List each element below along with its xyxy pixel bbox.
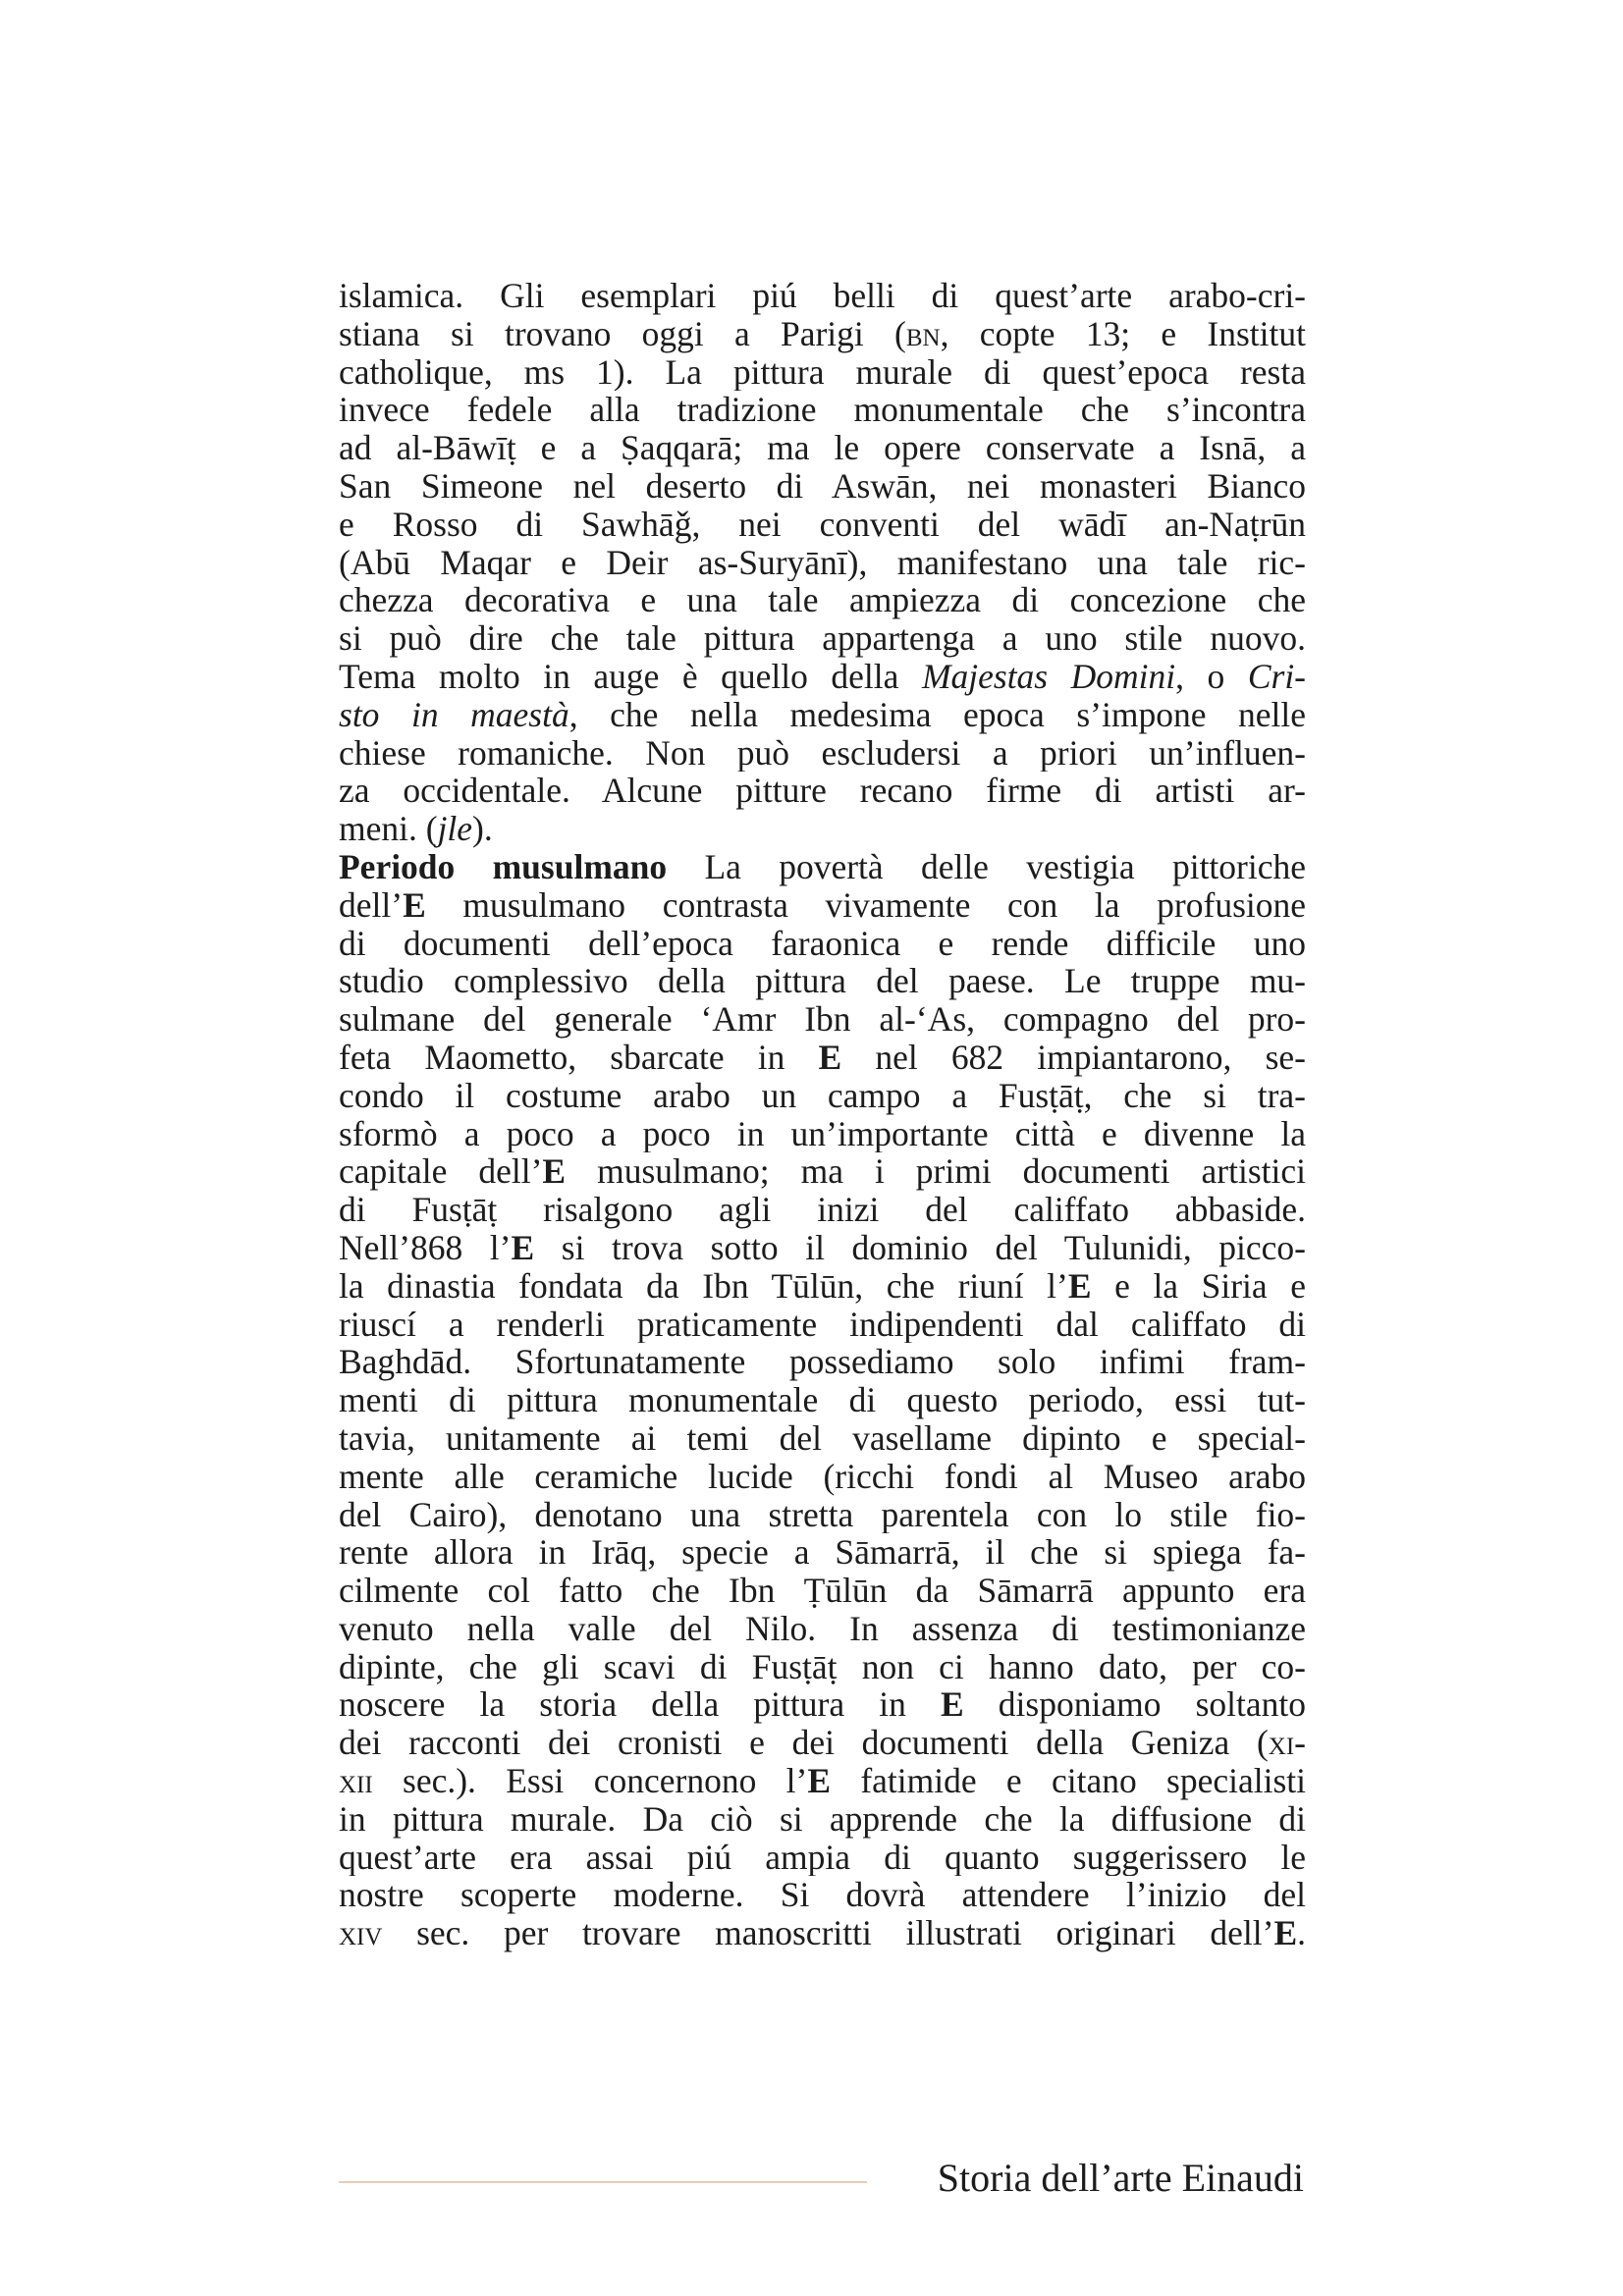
text-line: Tema molto in auge è quello della Majestas Domini, o Cri- (339, 657, 1306, 696)
text-line: San Simeone nel deserto di Aswān, nei monasteri Bianco (339, 466, 1306, 506)
text-line: di Fusṭāṭ risalgono agli inizi del califfato abbaside. (339, 1191, 1306, 1229)
text-line: dipinte, che gli scavi di Fusṭāṭ non ci hanno dato, per co- (339, 1647, 1306, 1686)
text-line: dell’E musulmano contrasta vivamente con la profusione (339, 885, 1306, 925)
text-line: riuscí a renderli praticamente indipendenti dal califfato di (339, 1305, 1306, 1344)
text-line: capitale dell’E musulmano; ma i primi documenti artistici (339, 1152, 1306, 1192)
text-line: feta Maometto, sbarcate in E nel 682 impiantarono, se- (339, 1038, 1306, 1077)
text-line: dei racconti dei cronisti e dei documenti della Geniza (xi- (339, 1724, 1306, 1763)
text-line: la dinastia fondata da Ibn Tūlūn, che riuní l’E e la Siria e (339, 1266, 1306, 1306)
text-line: sto in maestà, che nella medesima epoca s’impone nelle (339, 695, 1306, 734)
text-line: xiv sec. per trovare manoscritti illustrati originari dell’E. (339, 1914, 1306, 1953)
text-line: venuto nella valle del Nilo. In assenza di testimonianze (339, 1609, 1306, 1648)
text-line: in pittura murale. Da ciò si apprende che la diffusione di (339, 1799, 1306, 1839)
text-line: sulmane del generale ‘Amr Ibn al-‘As, compagno del pro- (339, 1000, 1306, 1039)
text-line: za occidentale. Alcune pitture recano firme di artisti ar- (339, 772, 1306, 811)
text-line: xii sec.). Essi concernono l’E fatimide e citano specialisti (339, 1762, 1306, 1800)
text-line: chiese romaniche. Non può escludersi a priori un’influen- (339, 733, 1306, 773)
text-line: quest’arte era assai piú ampia di quanto suggerissero le (339, 1838, 1306, 1877)
text-line: condo il costume arabo un campo a Fusṭāṭ, che si tra- (339, 1076, 1306, 1115)
text-line: stiana si trovano oggi a Parigi (bn, copte 13; e Institut (339, 314, 1306, 353)
text-line: invece fedele alla tradizione monumentale che s’incontra (339, 391, 1306, 430)
text-line: Periodo musulmano La povertà delle vestigia pittoriche (339, 847, 1306, 886)
text-line: tavia, unitamente ai temi del vasellame dipinto e special- (339, 1418, 1306, 1458)
text-line: (Abū Maqar e Deir as-Suryānī), manifestano una tale ric- (339, 543, 1306, 582)
text-line: di documenti dell’epoca faraonica e rende difficile uno (339, 924, 1306, 963)
text-line: del Cairo), denotano una stretta parentela con lo stile fio- (339, 1495, 1306, 1534)
text-line: chezza decorativa e una tale ampiezza di concezione che (339, 581, 1306, 620)
text-line: menti di pittura monumentale di questo periodo, essi tut- (339, 1381, 1306, 1419)
text-line: nostre scoperte moderne. Si dovrà attendere l’inizio del (339, 1876, 1306, 1915)
text-line: islamica. Gli esemplari piú belli di quest’arte arabo-cri- (339, 277, 1306, 315)
text-line: cilmente col fatto che Ibn Ṭūlūn da Sāmarrā appunto era (339, 1572, 1306, 1610)
text-line: rente allora in Irāq, specie a Sāmarrā, il che si spiega fa- (339, 1533, 1306, 1573)
text-line: studio complessivo della pittura del paese. Le truppe mu- (339, 962, 1306, 1001)
text-line: sformò a poco a poco in un’importante città e divenne la (339, 1114, 1306, 1153)
text-line: Nell’868 l’E si trova sotto il dominio del Tulunidi, picco- (339, 1228, 1306, 1267)
text-line: mente alle ceramiche lucide (ricchi fondi al Museo arabo (339, 1457, 1306, 1496)
text-line: si può dire che tale pittura appartenga a uno stile nuovo. (339, 619, 1306, 658)
body-text (339, 277, 1306, 1952)
text-line: noscere la storia della pittura in E disponiamo soltanto (339, 1685, 1306, 1725)
text-line: meni. (jle). (339, 810, 493, 848)
text-line: ad al-Bāwīṭ e a Ṣaqqarā; ma le opere conservate a Isnā, a (339, 429, 1306, 467)
text-line: e Rosso di Sawhāǧ, nei conventi del wādī an-Naṭrūn (339, 505, 1306, 544)
text-line: Baghdād. Sfortunatamente possediamo solo infimi fram- (339, 1343, 1306, 1382)
footer-title: Storia dell’arte Einaudi (937, 2156, 1304, 2200)
footer-rule (339, 2181, 867, 2183)
text-line: catholique, ms 1). La pittura murale di quest’epoca resta (339, 352, 1306, 392)
